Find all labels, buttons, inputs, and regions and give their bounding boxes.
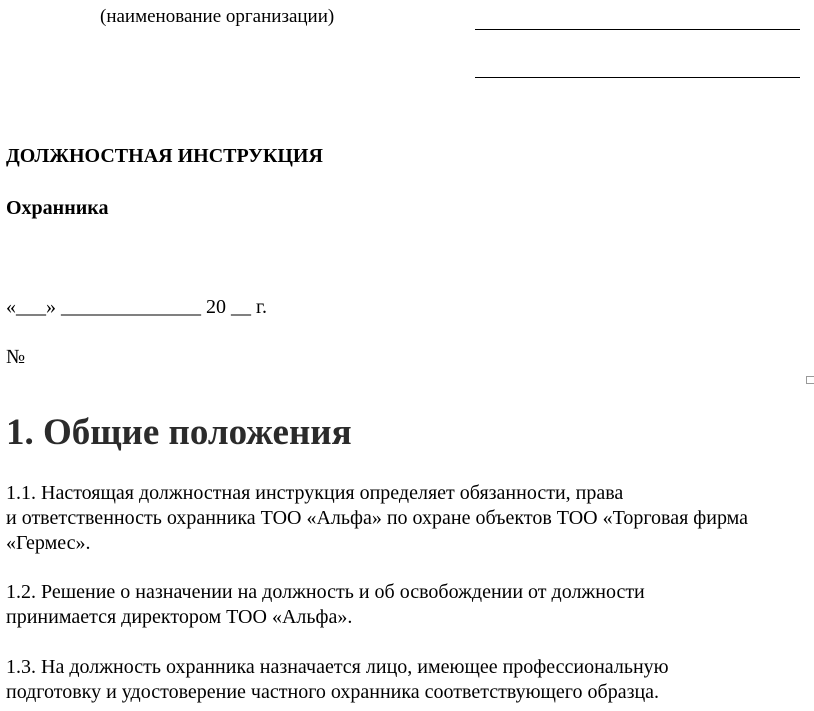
paragraph-line: 1.2. Решение о назначении на должность и об освобождении от должности — [6, 581, 645, 603]
section-heading: 1. Общие положения — [6, 412, 352, 453]
paragraph-line: «Гермес». — [6, 532, 91, 554]
date-line: «___» ______________ 20 __ г. — [6, 296, 267, 318]
paragraph-1-2 — [6, 580, 645, 630]
number-line: № — [6, 346, 26, 368]
paragraph-1-3 — [6, 655, 669, 705]
document-title: ДОЛЖНОСТНАЯ ИНСТРУКЦИЯ — [6, 145, 323, 167]
paragraph-line: принимается директором ТОО «Альфа». — [6, 606, 353, 628]
paragraph-line: 1.1. Настоящая должностная инструкция определяет обязанности, права — [6, 482, 624, 504]
anchor-marker-icon — [806, 376, 814, 384]
signature-line-1 — [475, 29, 800, 30]
document-subtitle: Охранника — [6, 197, 109, 219]
paragraph-1-1 — [6, 481, 748, 556]
paragraph-line: подготовку и удостоверение частного охранника соответствующего образца. — [6, 681, 660, 703]
signature-line-2 — [475, 77, 800, 78]
organization-name-label: (наименование организации) — [100, 6, 335, 27]
paragraph-line: 1.3. На должность охранника назначается лицо, имеющее профессиональную — [6, 656, 669, 678]
paragraph-line: и ответственность охранника ТОО «Альфа» по охране объектов ТОО «Торговая фирма — [6, 507, 749, 529]
